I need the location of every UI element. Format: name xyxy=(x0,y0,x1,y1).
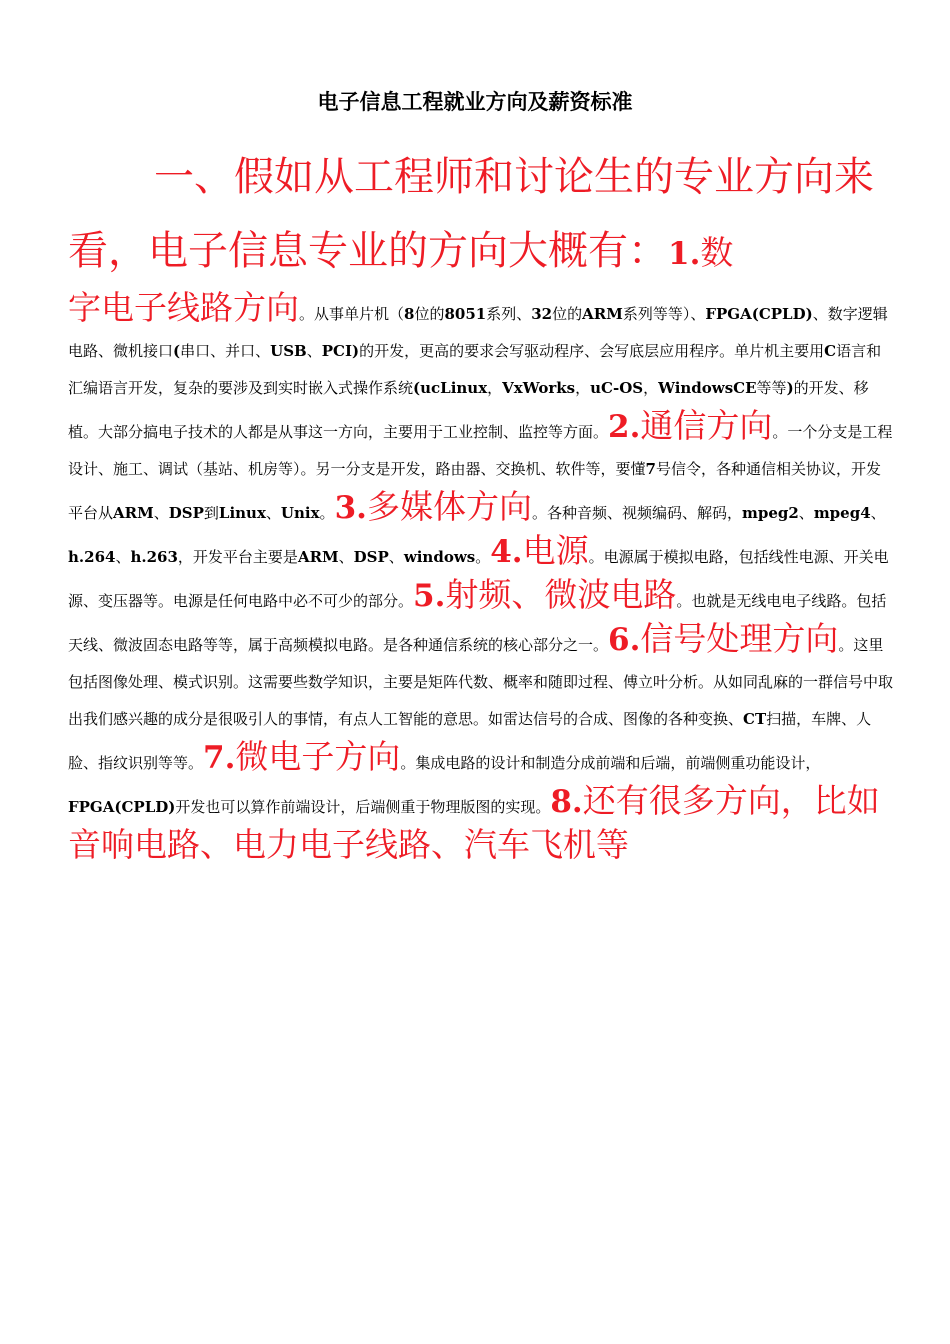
section-8-number: 8. xyxy=(550,784,583,820)
s3-text-4: 、 xyxy=(115,548,131,566)
s1-text-8: 、 xyxy=(306,342,322,360)
s1-bold-5: FPGA(CPLD) xyxy=(705,305,813,323)
s1-text-5: 系列等等）、 xyxy=(622,305,706,323)
section-5-number: 5. xyxy=(413,578,446,614)
s1-text-11: ， xyxy=(487,379,503,397)
section-2-heading: 通信方向 xyxy=(640,406,773,445)
s7-text-2: 开发也可以算作前端设计，后端侧重于物理版图的实现。 xyxy=(175,798,551,816)
s2-text-5: 、 xyxy=(265,504,281,522)
s1-bold-12: uC-OS xyxy=(590,379,644,397)
s1-bold-1: 8 xyxy=(404,305,415,323)
s1-bold-11: VxWorks xyxy=(502,379,576,397)
s2-bold-1: 7 xyxy=(645,460,656,478)
s6-text-2: 扫描，车牌、人脸、指纹识别等等。 xyxy=(68,710,872,772)
s3-bold-6: DSP xyxy=(353,548,389,566)
s3-text-5: ，开发平台主要是 xyxy=(177,548,298,566)
s2-bold-5: Unix xyxy=(280,504,320,522)
section-4-heading: 电源 xyxy=(522,531,589,570)
s1-bold-7: USB xyxy=(270,342,307,360)
s1-text-3: 系列、 xyxy=(486,305,532,323)
s7-text-1: 。集成电路的设计和制造分成前端和后端，前端侧重功能设计， xyxy=(400,754,821,772)
s1-text-9: 的开发，更高的要求会写驱动程序、会写底层应用程序。单片机主要用 xyxy=(359,342,825,360)
s3-bold-5: ARM xyxy=(297,548,339,566)
section-8-heading: 还有很多方向，比如音响电路、电力电子线路、汽车飞机等 xyxy=(68,781,880,864)
s1-bold-10: (ucLinux xyxy=(413,379,488,397)
s1-text-4: 位的 xyxy=(552,305,583,323)
s1-text-6: 、数字逻辑电路、微机接口 xyxy=(68,305,888,360)
section-4-number: 4. xyxy=(490,534,523,570)
document-body xyxy=(68,140,893,870)
section-1-paragraph xyxy=(68,289,893,870)
s1-bold-2: 8051 xyxy=(444,305,487,323)
s2-bold-2: ARM xyxy=(113,504,154,522)
s2-text-3: 、 xyxy=(153,504,169,522)
s3-bold-2: mpeg4 xyxy=(813,504,871,522)
s3-text-1: 。各种音频、视频编码、解码， xyxy=(531,504,742,522)
intro-text: 一、假如从工程师和讨论生的专业方向来看，电子信息专业的方向大概有： xyxy=(68,154,874,274)
section-1-heading: 字电子线路方向 xyxy=(68,288,299,327)
section-1-heading-part1: 数 xyxy=(700,233,734,272)
s3-bold-4: h.263 xyxy=(130,548,178,566)
s5-text-1: 。也就是无线电电子线路。包括天线、微波固态电路等等，属于高频模拟电路。是各种通信系统的核心部分之一。 xyxy=(68,592,887,654)
section-3-heading: 多媒体方向 xyxy=(366,487,532,526)
s1-text-10: 语言和汇编语言开发，复杂的要涉及到实时嵌入式操作系统 xyxy=(68,342,882,397)
s2-text-1: 。一个分支是工程设计、施工、调试（基站、机房等）。另一分支是开发，路由器、交换机、软件等，要懂 xyxy=(68,423,893,478)
s1-text-15: 的开发、移植。大部分搞电子技术的人都是从事这一方向，主要用于工业控制、监控等方面。 xyxy=(68,379,869,441)
intro-paragraph xyxy=(68,140,893,291)
s1-bold-14: ) xyxy=(786,379,794,397)
section-6-heading: 信号处理方向 xyxy=(640,619,839,658)
s2-text-4: 到 xyxy=(203,504,219,522)
s3-text-2: 、 xyxy=(798,504,814,522)
s3-text-7: 、 xyxy=(388,548,404,566)
s3-bold-3: h.264 xyxy=(68,548,116,566)
s1-bold-8: PCI) xyxy=(321,342,360,360)
s1-bold-4: ARM xyxy=(582,305,623,323)
s1-text-7: 串口、并口、 xyxy=(180,342,271,360)
section-1-number: 1. xyxy=(668,236,701,272)
s6-text-1: 。这里包括图像处理、模式识别。这需要些数学知识，主要是矩阵代数、概率和随即过程、傅立叶分析。从如同乱麻的一群信号中取出我们感兴趣的成分是很吸引人的事情，有点人工智能的意思。如雷达信号的合成、图像的各种变换、 xyxy=(68,636,894,728)
page-title: 电子信息工程就业方向及薪资标准 xyxy=(317,89,633,114)
s3-text-6: 、 xyxy=(338,548,354,566)
s1-bold-3: 32 xyxy=(531,305,553,323)
s3-bold-7: windows xyxy=(403,548,476,566)
s1-text-1: 。从事单片机（ xyxy=(299,305,405,323)
s3-text-8: 。 xyxy=(475,548,491,566)
s4-text-1: 。电源属于模拟电路，包括线性电源、开关电源、变压器等。电源是任何电路中必不可少的部分。 xyxy=(68,548,889,610)
s2-bold-4: Linux xyxy=(218,504,266,522)
s1-text-12: ， xyxy=(575,379,591,397)
s2-text-2: 号信令，各种通信相关协议，开发平台从 xyxy=(68,460,881,522)
section-2-number: 2. xyxy=(608,409,641,445)
section-5-heading: 射频、微波电路 xyxy=(445,575,677,614)
s1-text-14: 等等 xyxy=(756,379,787,397)
s6-bold-1: CT xyxy=(743,710,767,728)
section-7-number: 7. xyxy=(203,740,236,776)
section-3-number: 3. xyxy=(334,490,367,526)
s3-bold-1: mpeg2 xyxy=(741,504,799,522)
s3-text-3: 、 xyxy=(870,504,886,522)
s1-bold-13: WindowsCE xyxy=(658,379,757,397)
s1-text-13: ， xyxy=(643,379,659,397)
section-6-number: 6. xyxy=(608,622,641,658)
s2-text-6: 。 xyxy=(319,504,335,522)
s7-bold-1: FPGA(CPLD) xyxy=(68,798,176,816)
section-7-heading: 微电子方向 xyxy=(235,737,401,776)
s1-text-2: 位的 xyxy=(414,305,445,323)
s2-bold-3: DSP xyxy=(168,504,204,522)
s1-bold-9: C xyxy=(824,342,837,360)
s1-bold-6: ( xyxy=(173,342,181,360)
